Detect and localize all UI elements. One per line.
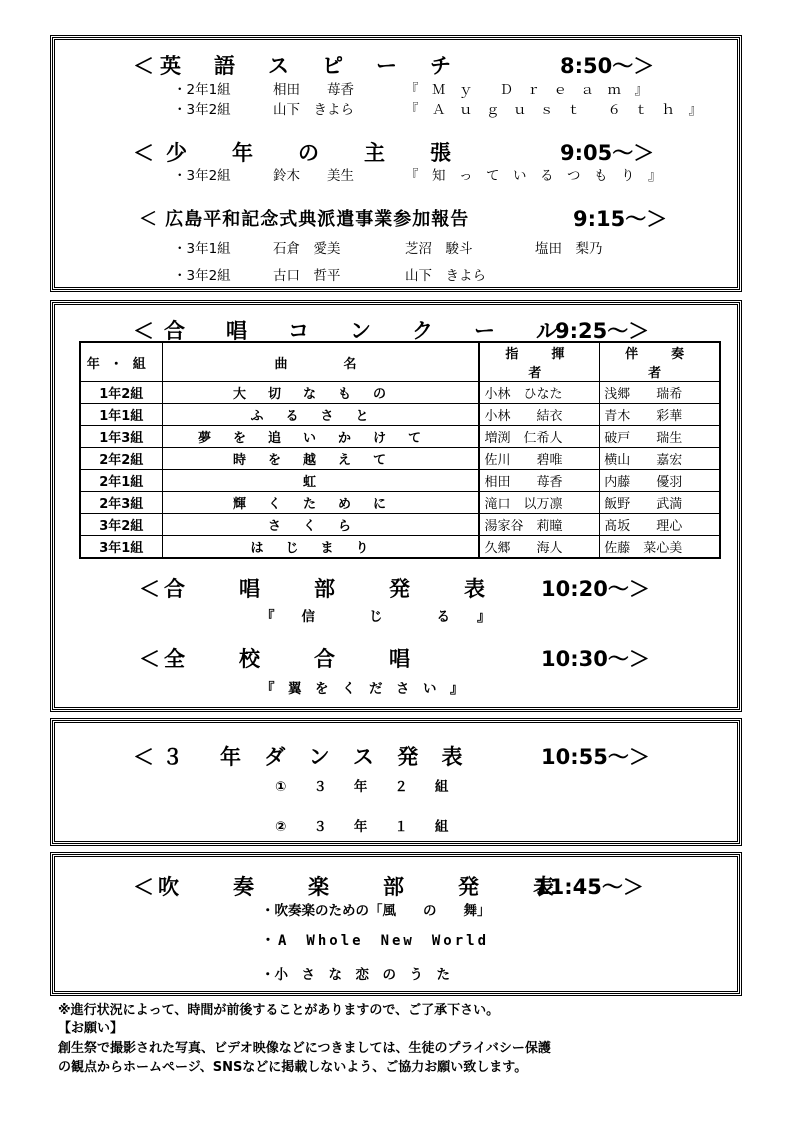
song-cell: 時を越えて <box>162 448 479 470</box>
dance-item: ① ３ 年 ２ 組 <box>275 779 449 795</box>
note-line: 創生祭で撮影された写真、ビデオ映像などにつきましては、生徒のプライバシー保護 <box>58 1041 551 1056</box>
note-line: 【お願い】 <box>58 1021 124 1036</box>
speech-entry-title: 『 Ｍ ｙ Ｄ ｒ ｅ ａ ｍ 』 <box>405 82 648 98</box>
youth-time: 9:05～＞ <box>560 141 655 165</box>
dance-heading: ＜３ 年 ダ ン ス 発 表 <box>133 745 471 769</box>
speech-entry-title: 『 Ａ ｕ ｇ ｕ ｓ ｔ ６ ｔ ｈ 』 <box>405 102 702 118</box>
note-line: ※進行状況によって、時間が前後することがありますので、ご了承下さい。 <box>58 1003 500 1018</box>
conductor-cell: 相田 苺香 <box>479 470 599 492</box>
peace-row-class: ・3年1組 <box>173 241 231 257</box>
speech-entry-name: 相田 苺香 <box>273 82 354 98</box>
table-row <box>80 448 720 470</box>
chorus-time: 9:25～＞ <box>555 319 650 343</box>
conductor-cell: 佐川 碧唯 <box>479 448 599 470</box>
section-brass <box>52 854 740 994</box>
accompanist-cell: 飯野 武満 <box>600 492 720 514</box>
accompanist-cell: 横山 嘉宏 <box>600 448 720 470</box>
peace-row-class: ・3年2組 <box>173 268 231 284</box>
peace-name: 石倉 愛美 <box>273 241 341 257</box>
column-header: 曲 名 <box>162 342 479 382</box>
table-header-row <box>80 342 720 382</box>
section-dance <box>52 720 740 844</box>
accompanist-cell: 青木 彩華 <box>600 404 720 426</box>
table-row <box>80 426 720 448</box>
class-cell: 1年2組 <box>80 382 162 404</box>
youth-heading: ＜少 年 の 主 張 <box>133 141 463 165</box>
all-school-song: 『 翼 を く だ さ い 』 <box>261 681 464 697</box>
conductor-cell: 久郷 海人 <box>479 536 599 559</box>
class-cell: 2年3組 <box>80 492 162 514</box>
table-row <box>80 404 720 426</box>
speech-heading: ＜英 語 ス ピ ー チ <box>133 54 457 78</box>
speech-entry-class: ・2年1組 <box>173 82 231 98</box>
table-row <box>80 492 720 514</box>
brass-heading: ＜吹 奏 楽 部 発 表 <box>133 875 558 899</box>
table-row <box>80 470 720 492</box>
dance-time: 10:55～＞ <box>541 745 650 769</box>
peace-name: 山下 きよら <box>405 268 486 284</box>
conductor-cell: 増渕 仁希人 <box>479 426 599 448</box>
accompanist-cell: 破戸 瑞生 <box>600 426 720 448</box>
dance-item: ② ３ 年 １ 組 <box>275 819 449 835</box>
peace-heading: ＜ 広島平和記念式典派遣事業参加報告 <box>139 209 470 230</box>
youth-entry-class: ・3年2組 <box>173 168 231 184</box>
column-header: 年・組 <box>80 342 162 382</box>
section-speeches <box>52 37 740 290</box>
class-cell: 2年2組 <box>80 448 162 470</box>
chorus-heading: ＜合 唱 コ ン ク ー ル <box>133 319 567 343</box>
brass-item: ・小 さ な 恋 の う た <box>261 967 450 983</box>
conductor-cell: 小林 ひなた <box>479 382 599 404</box>
accompanist-cell: 髙坂 理心 <box>600 514 720 536</box>
column-header: 指 揮 者 <box>479 342 599 382</box>
peace-name: 芝沼 駿斗 <box>405 241 473 257</box>
song-cell: さくら <box>162 514 479 536</box>
class-cell: 1年3組 <box>80 426 162 448</box>
conductor-cell: 滝口 以万凛 <box>479 492 599 514</box>
class-cell: 2年1組 <box>80 470 162 492</box>
peace-name: 古口 哲平 <box>273 268 341 284</box>
class-cell: 3年1組 <box>80 536 162 559</box>
accompanist-cell: 佐藤 菜心美 <box>600 536 720 559</box>
youth-entry-name: 鈴木 美生 <box>273 168 354 184</box>
song-cell: 虹 <box>162 470 479 492</box>
song-cell: はじまり <box>162 536 479 559</box>
song-cell: ふるさと <box>162 404 479 426</box>
brass-item: ・A Whole New World <box>261 933 490 949</box>
all-school-time: 10:30～＞ <box>541 647 650 671</box>
table-row <box>80 514 720 536</box>
peace-time: 9:15～＞ <box>573 207 668 231</box>
speech-entry-name: 山下 きよら <box>273 102 354 118</box>
accompanist-cell: 内藤 優羽 <box>600 470 720 492</box>
song-cell: 大切なもの <box>162 382 479 404</box>
chorus-club-heading: ＜合 唱 部 発 表 <box>139 577 489 601</box>
chorus-table <box>79 341 721 559</box>
brass-time: 11:45～＞ <box>535 875 644 899</box>
table-row <box>80 382 720 404</box>
section-chorus <box>52 302 740 710</box>
chorus-club-song: 『 信 じ る 』 <box>261 609 491 625</box>
youth-entry-title: 『 知 っ て い る つ も り 』 <box>405 168 662 184</box>
all-school-heading: ＜全 校 合 唱 <box>139 647 414 671</box>
conductor-cell: 小林 結衣 <box>479 404 599 426</box>
table-row <box>80 536 720 559</box>
accompanist-cell: 浅郷 瑞希 <box>600 382 720 404</box>
speech-time: 8:50～＞ <box>560 54 655 78</box>
speech-entry-class: ・3年2組 <box>173 102 231 118</box>
class-cell: 1年1組 <box>80 404 162 426</box>
chorus-club-time: 10:20～＞ <box>541 577 650 601</box>
song-cell: 夢を追いかけて <box>162 426 479 448</box>
note-line: の観点からホームページ、SNSなどに掲載しないよう、ご協力お願い致します。 <box>58 1060 528 1075</box>
class-cell: 3年2組 <box>80 514 162 536</box>
conductor-cell: 湯家谷 莉瞳 <box>479 514 599 536</box>
peace-name: 塩田 梨乃 <box>535 241 603 257</box>
column-header: 伴 奏 者 <box>600 342 720 382</box>
brass-item: ・吹奏楽のための「風 の 舞」 <box>261 903 491 919</box>
song-cell: 輝くために <box>162 492 479 514</box>
